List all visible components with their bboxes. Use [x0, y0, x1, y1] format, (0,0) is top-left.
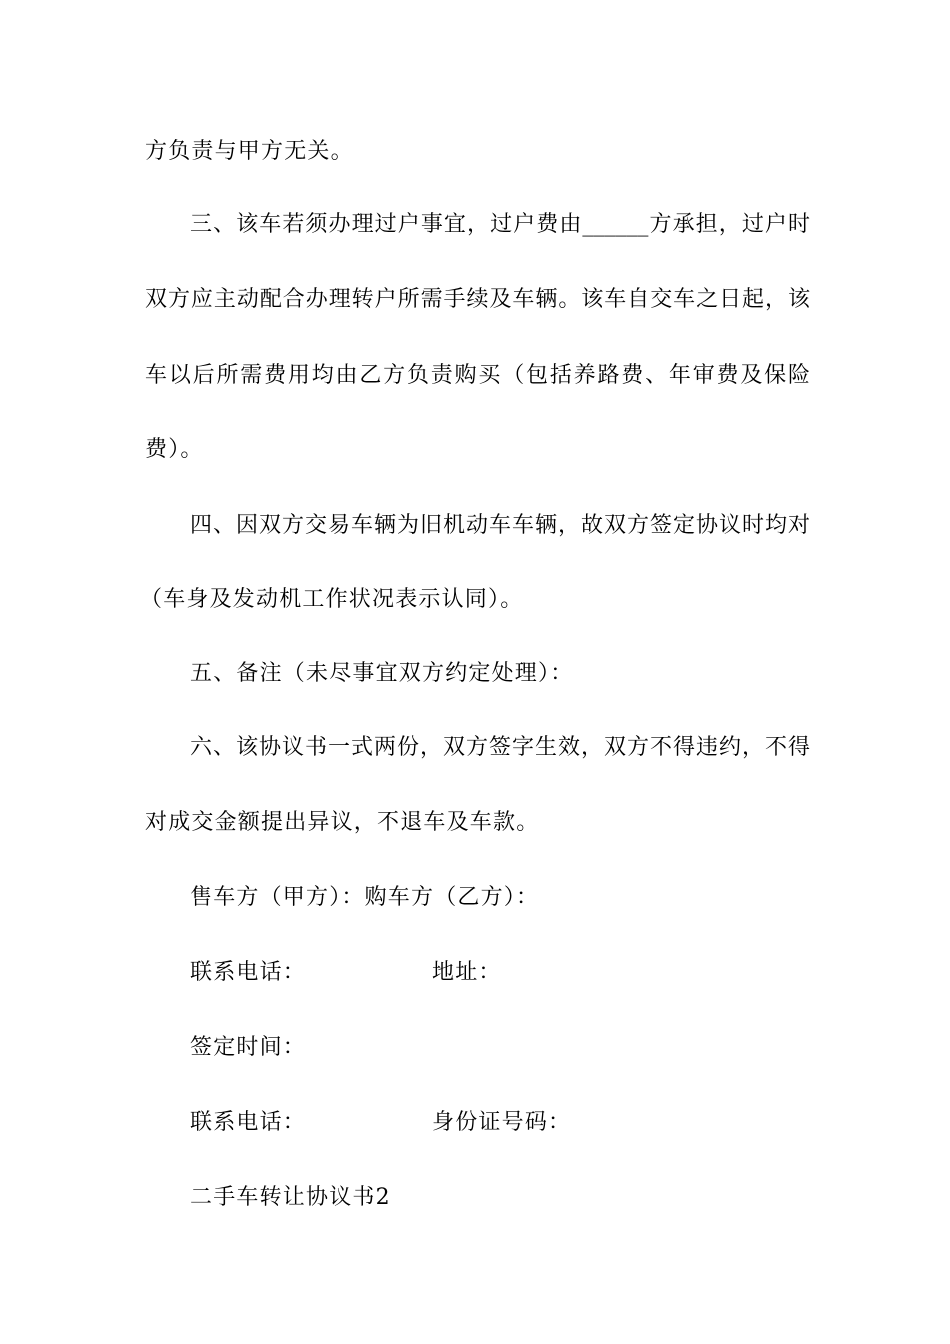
clause-3-line: 三、该车若须办理过户事宜，过户费由______方承担，过户时 [190, 212, 810, 237]
clause-3-line: 双方应主动配合办理转户所需手续及车辆。该车自交车之日起，该 [145, 287, 810, 312]
contact-address-line [190, 958, 810, 988]
clause-3-line: 费）。 [145, 437, 204, 462]
next-section-title: 二手车转让协议书2 [190, 1185, 391, 1210]
parties-line: 售车方（甲方）：购车方（乙方）： [190, 885, 540, 910]
clause-6-line: 六、该协议书一式两份，双方签字生效，双方不得违约，不得 [190, 735, 810, 760]
clause-3-line: 车以后所需费用均由乙方负责购买（包括养路费、年审费及保险 [145, 363, 810, 388]
address-label: 地址： [432, 960, 502, 985]
contact-phone-label: 联系电话： [190, 960, 307, 985]
clause-5-line: 五、备注（未尽事宜双方约定处理）： [190, 661, 574, 686]
clause-6-line: 对成交金额提出异议，不退车及车款。 [145, 810, 540, 835]
clause-4-line: （车身及发动机工作状况表示认同）。 [140, 587, 524, 612]
sign-time-label: 签定时间： [190, 1035, 307, 1060]
clause-4-line: 四、因双方交易车辆为旧机动车车辆，故双方签定协议时均对 [190, 513, 810, 538]
contact-id-line [190, 1108, 810, 1138]
paragraph-line: 方负责与甲方无关。 [145, 139, 354, 164]
contact-phone-label: 联系电话： [190, 1110, 307, 1135]
id-number-label: 身份证号码： [432, 1110, 572, 1135]
